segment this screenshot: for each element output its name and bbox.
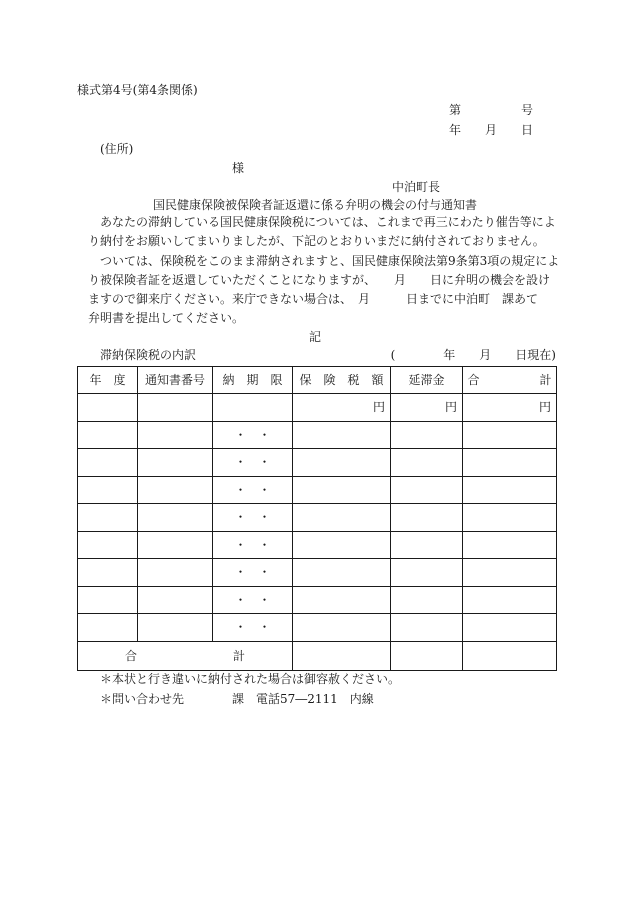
fiscal-year-cell: [78, 394, 138, 422]
footnote-payment-crossed: ＊本状と行き違いに納付された場合は御容赦ください。: [100, 672, 401, 686]
tax-amount-cell: [293, 476, 391, 504]
row-total-cell: [463, 476, 557, 504]
notice-number-cell: [138, 586, 213, 614]
due-date-cell: ・ ・: [213, 421, 293, 449]
late-fee-cell: [391, 449, 463, 477]
notice-number-cell: [138, 421, 213, 449]
due-date-cell: ・ ・: [213, 504, 293, 532]
fiscal-year-cell: [78, 421, 138, 449]
tax-amount-cell: [293, 504, 391, 532]
notice-number-cell: [138, 531, 213, 559]
header-notice-number: 通知書番号: [138, 367, 213, 394]
document-number-line: 第 号: [449, 103, 534, 117]
table-header-row: [78, 367, 557, 394]
tax-amount-cell: [293, 614, 391, 642]
header-total: 合 計: [463, 367, 557, 394]
issue-date-line: 年 月 日: [449, 123, 534, 137]
notice-number-cell: [138, 504, 213, 532]
body-line: 弁明書を提出してください。: [88, 311, 245, 325]
tax-amount-cell: 円: [293, 394, 391, 422]
table-row: [78, 614, 557, 642]
row-total-cell: 円: [463, 394, 557, 422]
header-tax-amount: 保 険 税 額: [293, 367, 391, 394]
late-fee-cell: 円: [391, 394, 463, 422]
notice-number-cell: [138, 614, 213, 642]
tax-amount-cell: [293, 449, 391, 477]
addressee-honorific: 様: [232, 161, 245, 175]
footnote-contact: ＊問い合わせ先 課 電話57―2111 内線: [100, 692, 374, 706]
form-number-label: 様式第4号(第4条関係): [77, 83, 198, 97]
late-fee-cell: [391, 531, 463, 559]
table-row: [78, 421, 557, 449]
notice-number-cell: [138, 559, 213, 587]
as-of-date: ( 年 月 日現在): [390, 348, 556, 362]
header-due-date: 納 期 限: [213, 367, 293, 394]
table-row: [78, 586, 557, 614]
fiscal-year-cell: [78, 614, 138, 642]
late-fee-cell: [391, 504, 463, 532]
notice-number-cell: [138, 476, 213, 504]
due-date-cell: ・ ・: [213, 449, 293, 477]
table-row: [78, 531, 557, 559]
tax-amount-cell: [293, 531, 391, 559]
late-fee-cell: [391, 586, 463, 614]
row-total-cell: [463, 559, 557, 587]
tax-amount-cell: [293, 586, 391, 614]
notice-number-cell: [138, 449, 213, 477]
body-line: ついては、保険税をこのまま滞納されますと、国民健康保険法第9条第3項の規定によ: [100, 254, 560, 268]
due-date-cell: ・ ・: [213, 476, 293, 504]
row-total-cell: [463, 421, 557, 449]
body-line: あなたの滞納している国民健康保険税については、これまで再三にわたり催告等によ: [100, 215, 556, 229]
fiscal-year-cell: [78, 586, 138, 614]
total-late-fee-cell: [391, 641, 463, 670]
late-fee-cell: [391, 614, 463, 642]
table-row: [78, 449, 557, 477]
address-label: (住所): [100, 142, 134, 156]
table-row: [78, 559, 557, 587]
row-total-cell: [463, 504, 557, 532]
late-fee-cell: [391, 476, 463, 504]
total-row: [78, 641, 557, 670]
notice-number-cell: [138, 394, 213, 422]
body-line: り納付をお願いしてまいりましたが、下記のとおりいまだに納付されておりません。: [88, 234, 545, 248]
header-fiscal-year: 年 度: [78, 367, 138, 394]
record-heading: 記: [308, 330, 321, 344]
document-title: 国民健康保険被保険者証返還に係る弁明の機会の付与通知書: [152, 198, 477, 212]
arrears-breakdown-table: [77, 366, 557, 671]
body-line: り被保険者証を返還していただくことになりますが、 月 日に弁明の機会を設け: [88, 273, 551, 287]
table-row: [78, 394, 557, 422]
fiscal-year-cell: [78, 504, 138, 532]
header-late-fee: 延滞金: [391, 367, 463, 394]
late-fee-cell: [391, 559, 463, 587]
breakdown-label: 滞納保険税の内訳: [100, 348, 197, 362]
fiscal-year-cell: [78, 531, 138, 559]
issuer-name: 中泊町長: [392, 180, 441, 194]
table-row: [78, 476, 557, 504]
row-total-cell: [463, 449, 557, 477]
row-total-cell: [463, 531, 557, 559]
fiscal-year-cell: [78, 476, 138, 504]
tax-amount-cell: [293, 559, 391, 587]
row-total-cell: [463, 614, 557, 642]
late-fee-cell: [391, 421, 463, 449]
table-row: [78, 504, 557, 532]
body-line: ますので御来庁ください。来庁できない場合は、 月 日までに中泊町 課あて: [88, 292, 539, 306]
due-date-cell: ・ ・: [213, 614, 293, 642]
fiscal-year-cell: [78, 449, 138, 477]
due-date-cell: ・ ・: [213, 531, 293, 559]
row-total-cell: [463, 586, 557, 614]
grand-total-cell: [463, 641, 557, 670]
total-tax-amount-cell: [293, 641, 391, 670]
fiscal-year-cell: [78, 559, 138, 587]
total-label: 合 計: [78, 641, 293, 670]
tax-amount-cell: [293, 421, 391, 449]
due-date-cell: [213, 394, 293, 422]
due-date-cell: ・ ・: [213, 559, 293, 587]
due-date-cell: ・ ・: [213, 586, 293, 614]
